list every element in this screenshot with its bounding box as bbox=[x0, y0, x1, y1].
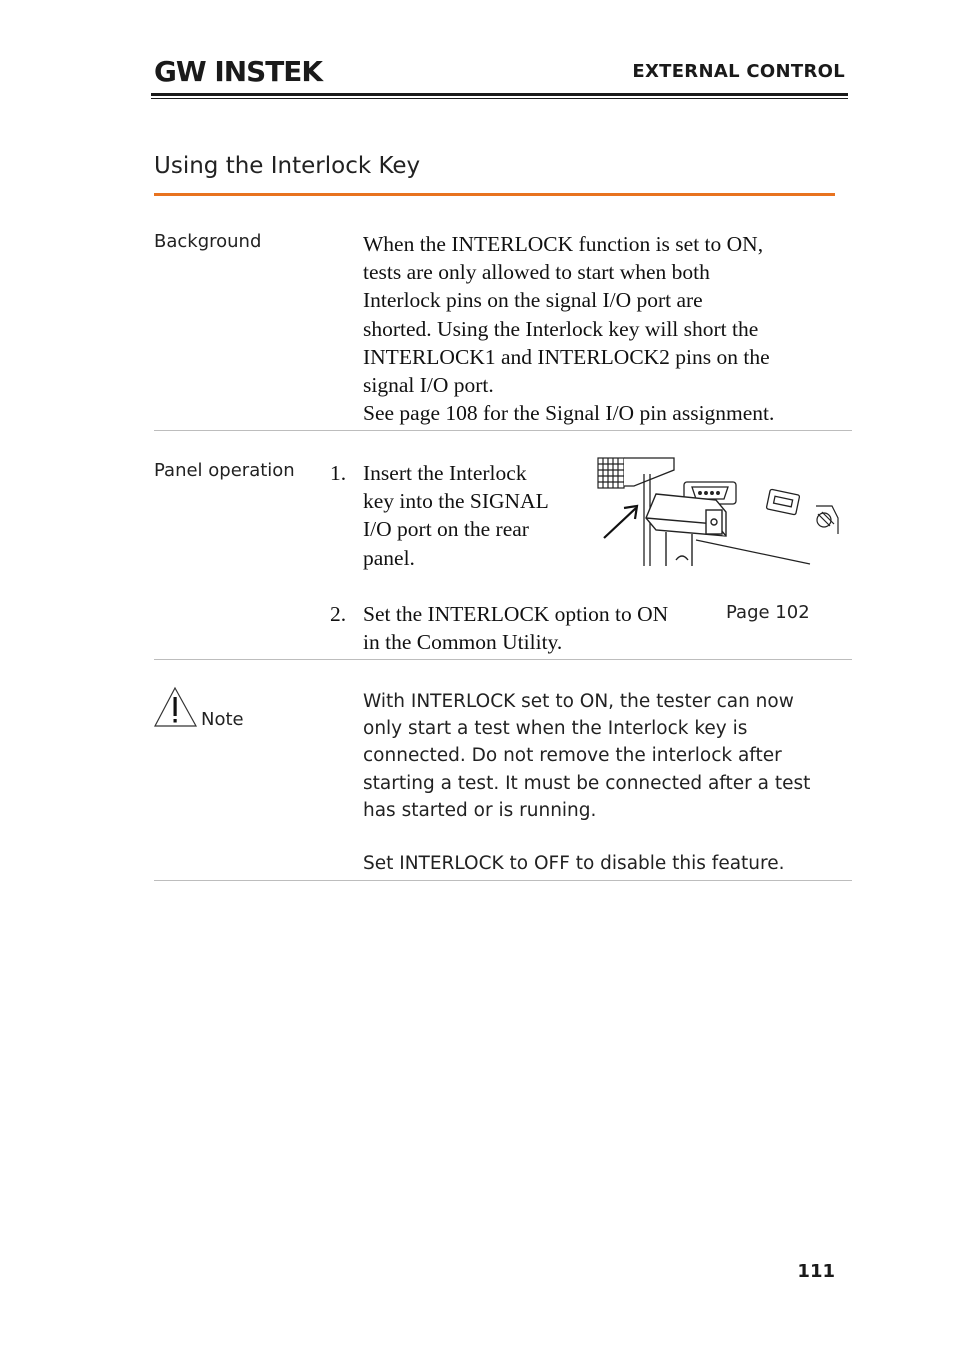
background-line: When the INTERLOCK function is set to ON, bbox=[363, 232, 764, 256]
note-line: connected. Do not remove the interlock after bbox=[363, 745, 782, 767]
section-divider bbox=[154, 659, 852, 660]
note-footer: Set INTERLOCK to OFF to disable this feature. bbox=[363, 853, 785, 874]
step-number: 2. bbox=[330, 602, 347, 626]
ground-terminal-icon bbox=[816, 506, 838, 534]
section-label: EXTERNAL CONTROL bbox=[632, 61, 845, 82]
page-reference-link[interactable]: Page 102 bbox=[726, 602, 810, 623]
insert-arrow-icon bbox=[604, 506, 637, 538]
note-text bbox=[363, 688, 843, 824]
step-line: panel. bbox=[363, 545, 415, 570]
section-divider bbox=[154, 880, 852, 881]
note-line: only start a test when the Interlock key is bbox=[363, 718, 748, 740]
step-2-text bbox=[363, 600, 723, 656]
header-rule bbox=[151, 93, 848, 96]
usb-port-icon bbox=[766, 489, 800, 515]
brand-logo-text: GW INSTEK bbox=[154, 56, 324, 84]
section-divider bbox=[154, 430, 852, 431]
note-label: Note bbox=[201, 709, 244, 730]
page-title: Using the Interlock Key bbox=[154, 153, 421, 179]
note-line: has started or is running. bbox=[363, 799, 597, 821]
background-line: See page 108 for the Signal I/O pin assignment. bbox=[363, 401, 775, 426]
step-number: 1. bbox=[330, 461, 347, 485]
background-line: Interlock pins on the signal I/O port are bbox=[363, 288, 703, 313]
background-label: Background bbox=[154, 231, 262, 252]
title-underline bbox=[154, 193, 835, 196]
step-line: key into the SIGNAL bbox=[363, 489, 549, 514]
step-line: I/O port on the rear bbox=[363, 517, 529, 542]
page-number: 111 bbox=[797, 1261, 835, 1282]
background-line: tests are only allowed to start when both bbox=[363, 260, 710, 285]
rear-panel-illustration bbox=[596, 456, 840, 568]
interlock-key-icon bbox=[646, 494, 726, 566]
brand-logo bbox=[154, 56, 324, 84]
header-rule-thin bbox=[151, 98, 848, 99]
note-line: starting a test. It must be connected after a test bbox=[363, 772, 811, 794]
step-1-text bbox=[363, 459, 593, 572]
step-line: Set the INTERLOCK option to ON bbox=[363, 602, 669, 626]
background-line: signal I/O port. bbox=[363, 373, 494, 398]
step-line: Insert the Interlock bbox=[363, 461, 527, 485]
warning-icon bbox=[154, 686, 198, 728]
step-line: in the Common Utility. bbox=[363, 630, 563, 655]
note-line: With INTERLOCK set to ON, the tester can now bbox=[363, 691, 794, 712]
background-text bbox=[363, 230, 853, 427]
vent-grid-icon bbox=[598, 458, 624, 488]
panel-operation-label: Panel operation bbox=[154, 460, 295, 481]
background-line: INTERLOCK1 and INTERLOCK2 pins on the bbox=[363, 344, 770, 369]
background-line: shorted. Using the Interlock key will short the bbox=[363, 316, 759, 341]
